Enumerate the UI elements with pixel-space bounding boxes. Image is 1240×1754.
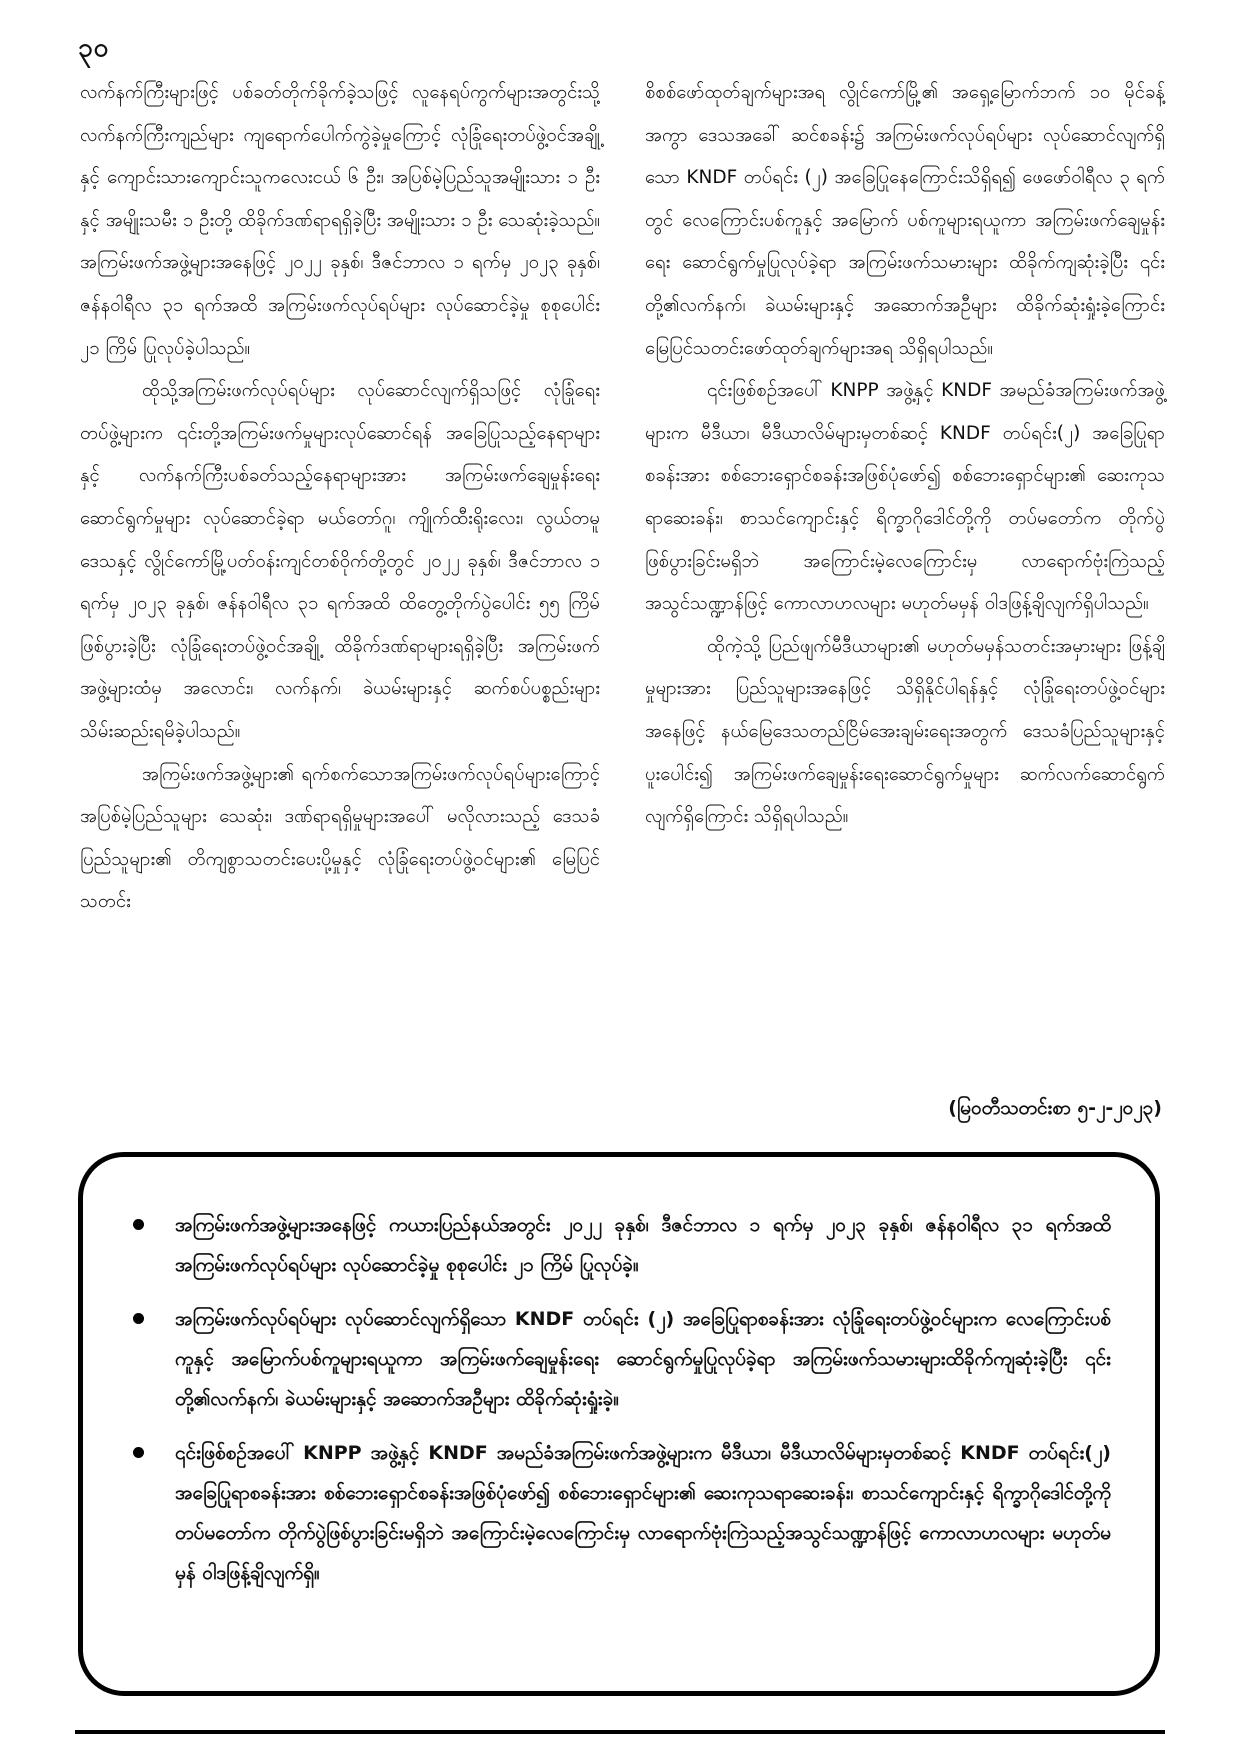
summary-box [78,1152,1160,1696]
summary-text: ၎င်းဖြစ်စဉ်အပေါ် KNPP အဖွဲ့နှင့် KNDF အမည်ခံအကြမ်းဖက်အဖွဲ့များက မီဒီယာ၊ မီဒီယာလိမ်များမှတစ်ဆင့် KNDF တပ်ရင်း(၂) အခြေပြုရာစခန်းအား စစ်ဘေးရှောင်စခန်းအဖြစ်ပုံဖော်၍ စစ်ဘေးရှောင်များ၏ ဆေးကုသရာဆေးခန်း၊ စာသင်ကျောင်းနှင့် ရိက္ခာဂိုဒေါင်တို့ကို တပ်မတော်က တိုက်ပွဲဖြစ်ပွားခြင်းမရှိဘဲ အကြောင်းမဲ့လေကြောင်းမှ လာရောက်ဗုံးကြဲသည့်အသွင်သဏ္ဍာန်ဖြင့် ကောလာဟလများ မဟုတ်မမှန် ဝါဒဖြန့်ချိလျက်ရှိ။ [175,1442,1111,1584]
paragraph: ထိုသို့အကြမ်းဖက်လုပ်ရပ်များ လုပ်ဆောင်လျက်ရှိသဖြင့် လုံခြုံရေးတပ်ဖွဲ့များက ၎င်းတို့အကြမ်းဖက်မှုများလုပ်ဆောင်ရန် အခြေပြုသည့်နေရာများနှင့် လက်နက်ကြီးပစ်ခတ်သည့်နေရာများအား အကြမ်းဖက်ချေမှုန်းရေးဆောင်ရွက်မှုများ လုပ်ဆောင်ခဲ့ရာ မယ်တော်ဂူ၊ ကျိုက်ထီးရိုးလေး၊ လွယ်တမူဒေသနှင့် လွိုင်ကော်မြို့ပတ်ဝန်းကျင်တစ်ဝိုက်တို့တွင် ၂၀၂၂ ခုနှစ်၊ ဒီဇင်ဘာလ ၁ ရက်မှ ၂၀၂၃ ခုနှစ်၊ ဇန်နဝါရီလ ၃၁ ရက်အထိ ထိတွေ့တိုက်ပွဲပေါင်း ၅၅ ကြိမ်ဖြစ်ပွားခဲ့ပြီး လုံခြုံရေးတပ်ဖွဲ့ဝင်အချို့ ထိခိုက်ဒဏ်ရာများရရှိခဲ့ပြီး အကြမ်းဖက်အဖွဲ့များထံမှ အလောင်း၊ လက်နက်၊ ခဲယမ်းများနှင့် ဆက်စပ်ပစ္စည်းများ သိမ်းဆည်းရမိခဲ့ပါသည်။ [80,380,600,742]
bullet-icon [133,1447,144,1458]
article-body [80,72,1165,1127]
summary-item [133,1433,1111,1593]
page-number: ၃၀ [78,33,110,63]
summary-text: အကြမ်းဖက်လုပ်ရပ်များ လုပ်ဆောင်လျက်ရှိသော KNDF တပ်ရင်း (၂) အခြေပြုရာစခန်းအား လုံခြုံရေးတပ်ဖွဲ့ဝင်များက လေကြောင်းပစ်ကူနှင့် အမြောက်ပစ်ကူများရယူကာ အကြမ်းဖက်ချေမှုန်းရေး ဆောင်ရွက်မှုပြုလုပ်ခဲ့ရာ အကြမ်းဖက်သမားများထိခိုက်ကျဆုံးခဲ့ပြီး ၎င်းတို့၏လက်နက်၊ ခဲယမ်းများနှင့် အဆောက်အဦများ ထိခိုက်ဆုံးရှုံးခဲ့။ [175,1308,1111,1410]
left-column [80,72,600,1127]
summary-item [133,1205,1111,1285]
paragraph: လက်နက်ကြီးများဖြင့် ပစ်ခတ်တိုက်ခိုက်ခဲ့သဖြင့် လူနေရပ်ကွက်များအတွင်းသို့ လက်နက်ကြီးကျည်များ ကျရောက်ပေါက်ကွဲခဲ့မှုကြောင့် လုံခြုံရေးတပ်ဖွဲ့ဝင်အချို့နှင့် ကျောင်းသားကျောင်းသူကလေးငယ် ၆ ဦး၊ အပြစ်မဲ့ပြည်သူအမျိုးသား ၁ ဦးနှင့် အမျိုးသမီး ၁ ဦးတို့ ထိခိုက်ဒဏ်ရာရရှိခဲ့ပြီး အမျိုးသား ၁ ဦး သေဆုံးခဲ့သည်။ အကြမ်းဖက်အဖွဲ့များအနေဖြင့် ၂၀၂၂ ခုနှစ်၊ ဒီဇင်ဘာလ ၁ ရက်မှ ၂၀၂၃ ခုနှစ်၊ ဇန်နဝါရီလ ၃၁ ရက်အထိ အကြမ်းဖက်လုပ်ရပ်များ လုပ်ဆောင်ခဲ့မှု စုစုပေါင်း ၂၁ ကြိမ် ပြုလုပ်ခဲ့ပါသည်။ [80,82,600,359]
bottom-rule [75,1730,1165,1734]
source-citation: (မြဝတီသတင်းစာ ၅-၂-၂၀၂၃) [948,1097,1162,1119]
summary-item [133,1299,1111,1419]
paragraph: ၎င်းဖြစ်စဉ်အပေါ် KNPP အဖွဲ့နှင့် KNDF အမည်ခံအကြမ်းဖက်အဖွဲ့များက မီဒီယာ၊ မီဒီယာလိမ်များမှတစ်ဆင့် KNDF တပ်ရင်း(၂) အခြေပြုရာစခန်းအား စစ်ဘေးရှောင်စခန်းအဖြစ်ပုံဖော်၍ စစ်ဘေးရှောင်များ၏ ဆေးကုသရာဆေးခန်း၊ စာသင်ကျောင်းနှင့် ရိက္ခာဂိုဒေါင်တို့ကို တပ်မတော်က တိုက်ပွဲဖြစ်ပွားခြင်းမရှိဘဲ အကြောင်းမဲ့လေကြောင်းမှ လာရောက်ဗုံးကြဲသည့် အသွင်သဏ္ဍာန်ဖြင့် ကောလာဟလများ မဟုတ်မမှန် ဝါဒဖြန့်ချိလျက်ရှိပါသည်။ [645,380,1165,615]
summary-list [83,1157,1155,1593]
summary-text: အကြမ်းဖက်အဖွဲ့များအနေဖြင့် ကယားပြည်နယ်အတွင်း ၂၀၂၂ ခုနှစ်၊ ဒီဇင်ဘာလ ၁ ရက်မှ ၂၀၂၃ ခုနှစ်၊ ဇန်နဝါရီလ ၃၁ ရက်အထိ အကြမ်းဖက်လုပ်ရပ်များ လုပ်ဆောင်ခဲ့မှု စုစုပေါင်း ၂၁ ကြိမ် ပြုလုပ်ခဲ့။ [175,1214,1111,1276]
paragraph: ထိုကဲ့သို့ ပြည်ဖျက်မီဒီယာများ၏ မဟုတ်မမှန်သတင်းအမှားများ ဖြန့်ချိမှုများအား ပြည်သူများအနေဖြင့် သိရှိနိုင်ပါရန်နှင့် လုံခြုံရေးတပ်ဖွဲ့ဝင်များအနေဖြင့် နယ်မြေဒေသတည်ငြိမ်အေးချမ်းရေးအတွက် ဒေသခံပြည်သူများနှင့် ပူးပေါင်း၍ အကြမ်းဖက်ချေမှုန်းရေးဆောင်ရွက်မှုများ ဆက်လက်ဆောင်ရွက်လျက်ရှိကြောင်း သိရှိရပါသည်။ [645,635,1165,828]
paragraph: အကြမ်းဖက်အဖွဲ့များ၏ ရက်စက်သောအကြမ်းဖက်လုပ်ရပ်များကြောင့် အပြစ်မဲ့ပြည်သူများ သေဆုံး၊ ဒဏ်ရာရရှိမှုများအပေါ် မလိုလားသည့် ဒေသခံပြည်သူများ၏ တိကျစွာသတင်းပေးပို့မှုနှင့် လုံခြုံရေးတပ်ဖွဲ့ဝင်များ၏ မြေပြင်သတင်း [80,763,600,913]
right-column [645,72,1165,1127]
paragraph: စိစစ်ဖော်ထုတ်ချက်များအရ လွိုင်ကော်မြို့၏ အရှေ့မြောက်ဘက် ၁၀ မိုင်ခန့်အကွာ ဒေသအခေါ် ဆင်စခန်း၌ အကြမ်းဖက်လုပ်ရပ်များ လုပ်ဆောင်လျက်ရှိသော KNDF တပ်ရင်း (၂) အခြေပြုနေကြောင်းသိရှိရ၍ ဖေဖော်ဝါရီလ ၃ ရက်တွင် လေကြောင်းပစ်ကူနှင့် အမြောက် ပစ်ကူများရယူကာ အကြမ်းဖက်ချေမှုန်းရေး ဆောင်ရွက်မှုပြုလုပ်ခဲ့ရာ အကြမ်းဖက်သမားများ ထိခိုက်ကျဆုံးခဲ့ပြီး ၎င်းတို့၏လက်နက်၊ ခဲယမ်းများနှင့် အဆောက်အဦများ ထိခိုက်ဆုံးရှုံးခဲ့ကြောင်း မြေပြင်သတင်းဖော်ထုတ်ချက်များအရ သိရှိရပါသည်။ [645,82,1165,359]
bullet-icon [133,1313,144,1324]
bullet-icon [133,1219,144,1230]
